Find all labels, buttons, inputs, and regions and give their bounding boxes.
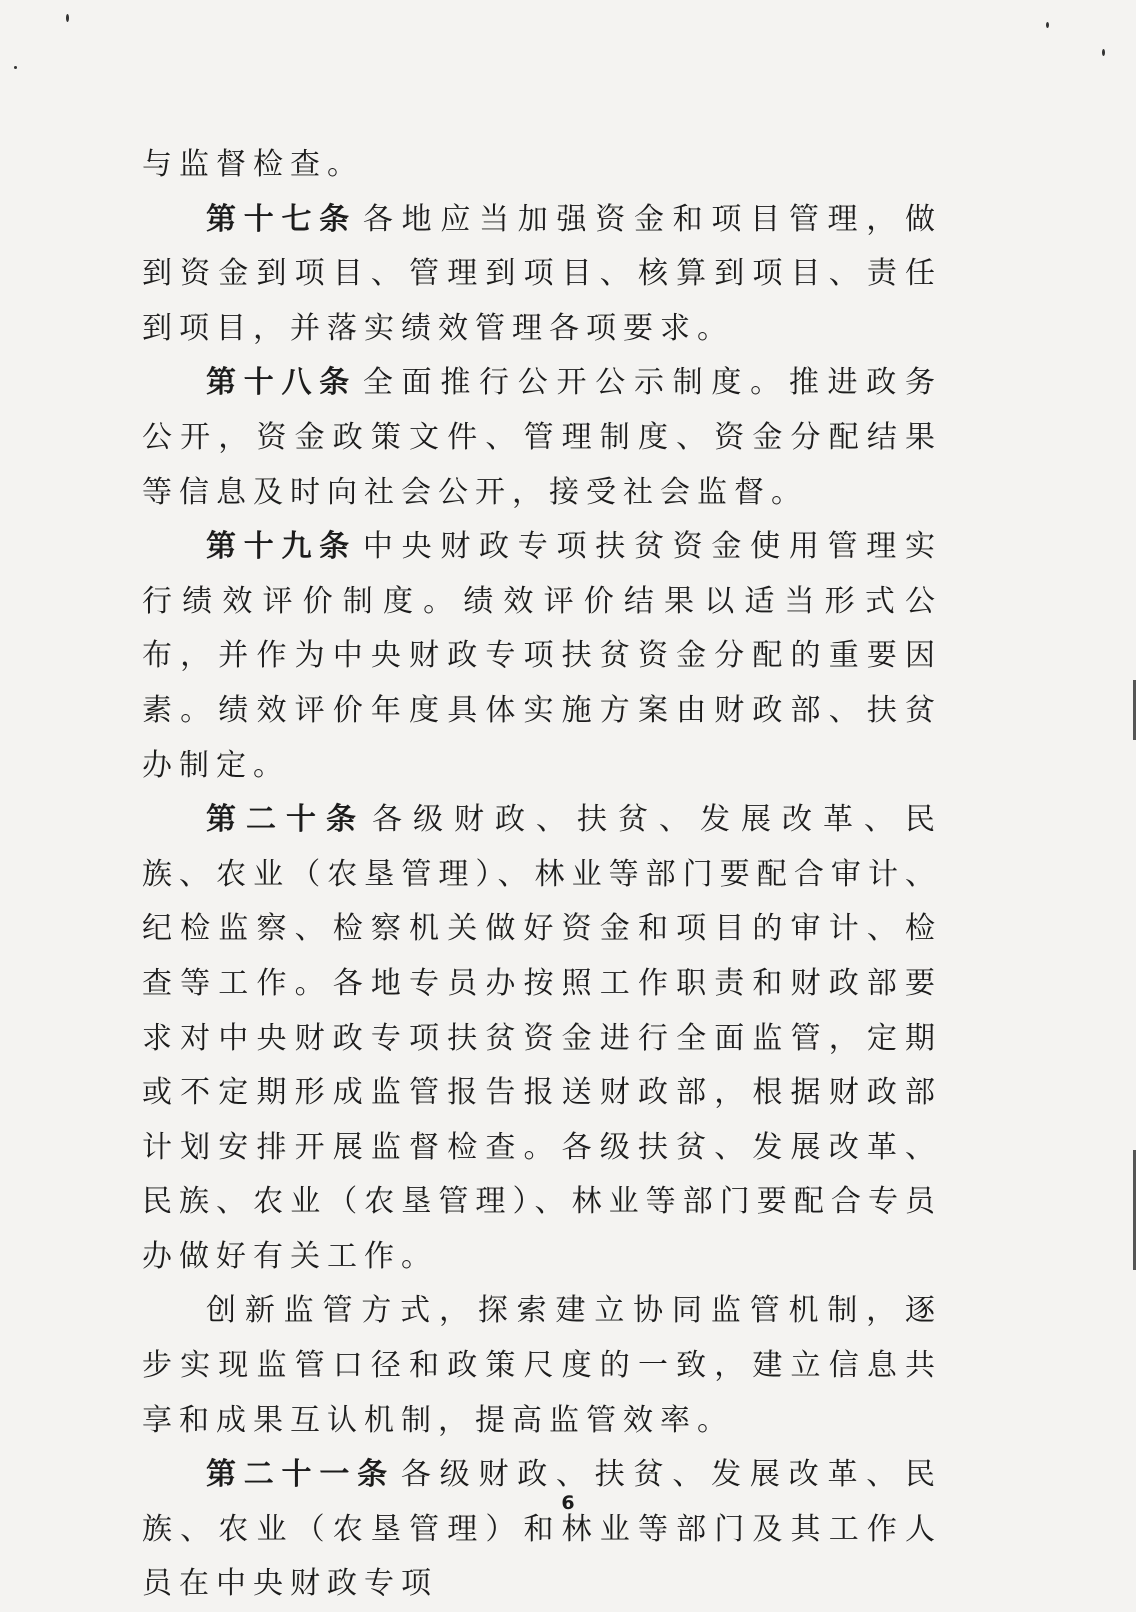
article-21 bbox=[142, 1448, 942, 1612]
paragraph-text: 各地应当加强资金和项目管理，做到资金到项目、管理到项目、核算到项目、责任到项目，并落实绩效管理各项要求。 bbox=[142, 201, 943, 346]
article-19 bbox=[142, 520, 942, 793]
paragraph-text: 与监督检查。 bbox=[142, 147, 364, 182]
scan-speck bbox=[1046, 22, 1049, 28]
article-number: 第十八条 bbox=[206, 365, 357, 401]
paragraph-text: 全面推行公开公示制度。推进政务公开，资金政策文件、管理制度、资金分配结果等信息及时向社会公开，接受社会监督。 bbox=[142, 365, 943, 510]
article-20-continued bbox=[142, 1284, 942, 1448]
article-number: 第十九条 bbox=[206, 529, 357, 565]
article-number: 第二十条 bbox=[206, 802, 366, 838]
scan-speck bbox=[66, 14, 69, 22]
scan-speck bbox=[14, 66, 17, 69]
paragraph-continuation bbox=[142, 138, 942, 193]
paragraph-text: 创新监管方式，探索建立协同监管机制，逐步实现监管口径和政策尺度的一致，建立信息共享和成果互认机制，提高监管效率。 bbox=[142, 1293, 942, 1438]
article-18 bbox=[142, 356, 942, 520]
paragraph-text: 中央财政专项扶贫资金使用管理实行绩效评价制度。绩效评价结果以适当形式公布，并作为中央财政专项扶贫资金分配的重要因素。绩效评价年度具体实施方案由财政部、扶贫办制定。 bbox=[142, 529, 943, 783]
article-20 bbox=[142, 793, 942, 1284]
paragraph-text: 各级财政、扶贫、发展改革、民族、农业（农垦管理）和林业等部门及其工作人员在中央财政专项 bbox=[142, 1457, 943, 1602]
article-number: 第十七条 bbox=[206, 201, 357, 237]
article-17 bbox=[142, 193, 942, 357]
document-body bbox=[142, 138, 942, 1612]
page-number: 6 bbox=[561, 1492, 575, 1514]
scan-speck bbox=[1102, 49, 1105, 56]
article-number: 第二十一条 bbox=[206, 1457, 395, 1493]
paragraph-text: 各级财政、扶贫、发展改革、民族、农业（农垦管理）、林业等部门要配合审计、纪检监察、检察机关做好资金和项目的审计、检查等工作。各地专员办按照工作职责和财政部要求对中央财政专项扶贫资金进行全面监管，定期或不定期形成监管报告报送财政部，根据财政部计划安排开展监督检查。各级扶贫、发展改革、民族、农业（农垦管理）、林业等部门要配合专员办做好有关工作。 bbox=[142, 802, 942, 1274]
